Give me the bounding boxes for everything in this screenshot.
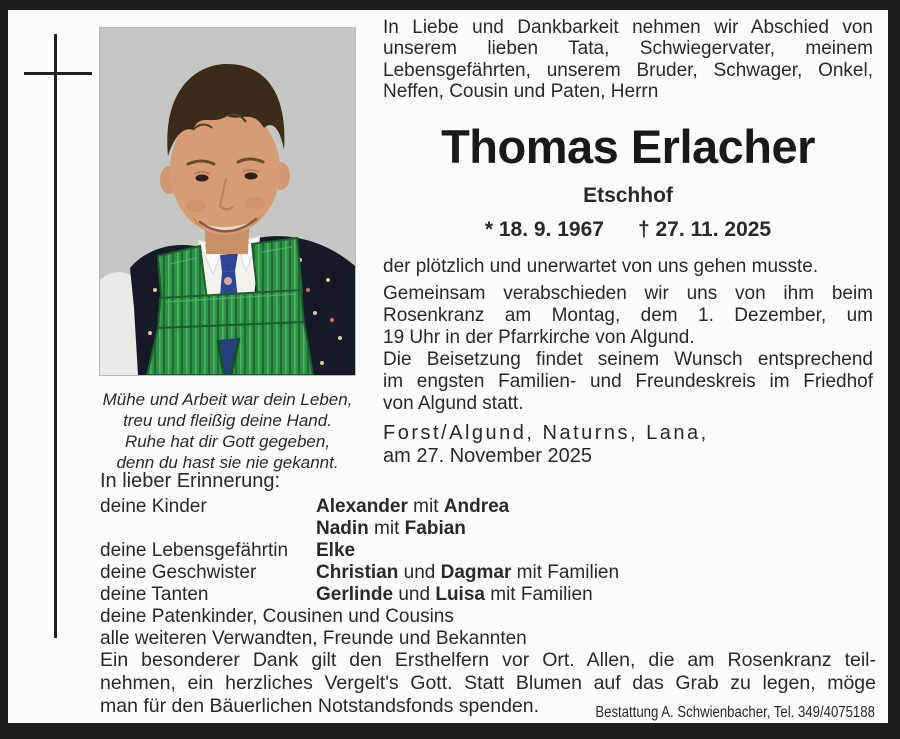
text-line: Ein besonderer Dank gilt den Ersthelfern vor Ort. Allen, die am Rosenkranz teil-	[100, 649, 876, 671]
family-list	[100, 496, 890, 650]
family-row	[100, 584, 890, 606]
funeral-home-credit: Bestattung A. Schwienbacher, Tel. 349/4075188	[595, 704, 875, 721]
family-text: mit	[407, 496, 444, 517]
death-date: † 27. 11. 2025	[637, 218, 772, 241]
family-text: mit	[368, 518, 405, 539]
remembrance-heading: In lieber Erinnerung:	[100, 470, 281, 492]
family-name: Christian	[316, 562, 399, 583]
family-name: Dagmar	[440, 562, 512, 583]
family-text: mit Familien	[484, 584, 593, 605]
family-names	[316, 540, 355, 562]
text-line: 19 Uhr in der Pfarrkirche von Algund.	[383, 327, 695, 348]
text-line: In Liebe und Dankbarkeit nehmen wir Abschied von	[383, 17, 873, 38]
family-text: und	[398, 562, 441, 583]
family-row	[100, 540, 890, 562]
text-line: Mühe und Arbeit war dein Leben,	[102, 390, 353, 409]
family-text: mit Familien	[511, 562, 620, 583]
family-names	[316, 518, 466, 540]
family-text: und	[393, 584, 436, 605]
text-line: denn du hast sie nie gekannt.	[116, 453, 339, 472]
family-relation-label: deine Tanten	[100, 584, 209, 605]
text-line: unserem lieben Tata, Schwiegervater, meinem	[383, 38, 873, 60]
text-line: Ruhe hat dir Gott gegeben,	[124, 432, 331, 451]
notice-date-line: am 27. November 2025	[383, 445, 593, 467]
family-name: Gerlinde	[316, 584, 394, 605]
family-name: Andrea	[443, 496, 510, 517]
family-row	[100, 496, 890, 518]
text-line: Gemeinsam verabschieden wir uns von ihm beim	[383, 283, 873, 304]
intro-paragraph	[383, 17, 873, 102]
family-names	[316, 496, 509, 518]
family-name: Elke	[316, 540, 356, 561]
family-relation-label: deine Patenkinder, Cousinen und Cousins	[100, 606, 454, 627]
burial-paragraph	[383, 349, 873, 415]
portrait-photo	[100, 28, 355, 375]
text-line: Lebensgefährten, unserem Bruder, Schwager, Onkel,	[383, 59, 873, 81]
passing-line: der plötzlich und unerwartet von uns gehen musste.	[383, 256, 819, 277]
family-row	[100, 628, 890, 650]
cross-vertical-bar	[54, 34, 57, 638]
family-names	[316, 562, 619, 584]
cross-horizontal-bar	[24, 72, 92, 75]
family-name: Nadin	[316, 518, 369, 539]
family-row	[100, 606, 890, 628]
family-relation-label	[100, 518, 316, 540]
text-line: man für den Bäuerlichen Notstandsfonds spenden.	[100, 695, 540, 717]
family-relation-label: alle weiteren Verwandten, Freunde und Bekannten	[100, 628, 527, 649]
family-relation-label: deine Geschwister	[100, 562, 257, 583]
deceased-name: Thomas Erlacher	[441, 120, 815, 173]
family-name: Fabian	[404, 518, 466, 539]
text-line: nehmen, ein herzliches Vergelt's Gott. Statt Blumen auf das Grab zu legen, möge	[100, 672, 876, 694]
text-line: im engsten Familien- und Freundeskreis im Friedhof	[383, 371, 873, 392]
text-line: Neffen, Cousin und Paten, Herrn	[383, 80, 659, 102]
family-relation-label: deine Lebensgefährtin	[100, 540, 289, 561]
places-line: Forst/Algund, Naturns, Lana,	[383, 422, 709, 444]
life-dates	[383, 218, 873, 242]
family-names	[316, 584, 593, 606]
family-name: Alexander	[316, 496, 408, 517]
memorial-verse	[85, 389, 370, 473]
family-row	[100, 518, 890, 540]
rosary-paragraph	[383, 283, 873, 349]
family-row	[100, 562, 890, 584]
text-line: Die Beisetzung findet seinem Wunsch entsprechend	[383, 349, 873, 370]
text-line: treu und fleißig deine Hand.	[123, 411, 332, 430]
text-line: von Algund statt.	[383, 393, 524, 414]
farm-name: Etschhof	[583, 184, 673, 207]
text-line: Rosenkranz am Montag, dem 1. Dezember, um	[383, 305, 873, 326]
portrait-illustration	[100, 28, 355, 375]
birth-date: * 18. 9. 1967	[484, 218, 604, 241]
family-relation-label: deine Kinder	[100, 496, 207, 517]
family-name: Luisa	[435, 584, 485, 605]
